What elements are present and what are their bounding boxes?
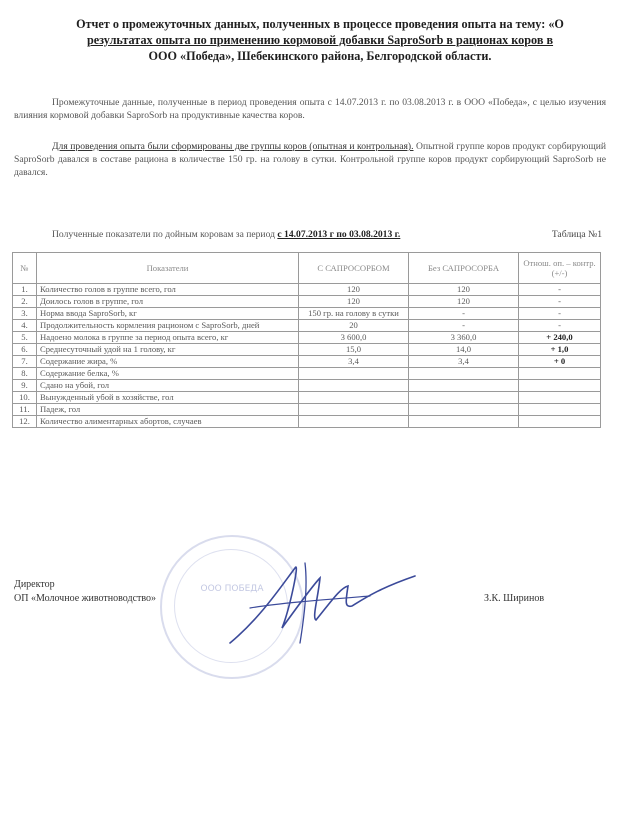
title-line-1: Отчет о промежуточных данных, полученных в процессе проведения опыта на тему: «О <box>76 17 564 31</box>
row-without <box>409 392 519 404</box>
row-number: 6. <box>13 344 37 356</box>
row-label: Содержание жира, % <box>37 356 299 368</box>
row-label: Среднесуточный удой на 1 голову, кг <box>37 344 299 356</box>
row-with: 150 гр. на голову в сутки <box>299 308 409 320</box>
row-with <box>299 392 409 404</box>
row-number: 1. <box>13 284 37 296</box>
row-with: 3,4 <box>299 356 409 368</box>
row-number: 4. <box>13 320 37 332</box>
row-number: 2. <box>13 296 37 308</box>
row-with <box>299 368 409 380</box>
intro-paragraph: Промежуточные данные, полученные в период проведения опыта с 14.07.2013 г. по 03.08.2013 г. в ООО «Победа», с целью изучения влияния кормовой добавки SaproSorb на продуктивные качества коров. <box>14 97 606 121</box>
table-caption <box>52 229 608 240</box>
header-indicator: Показатели <box>37 253 299 284</box>
table-row <box>13 392 601 404</box>
row-diff: - <box>519 284 601 296</box>
row-with: 120 <box>299 284 409 296</box>
row-label: Падеж, гол <box>37 404 299 416</box>
row-diff: + 1,0 <box>519 344 601 356</box>
row-label: Количество алиментарных абортов, случаев <box>37 416 299 428</box>
table-row <box>13 368 601 380</box>
row-without: 120 <box>409 284 519 296</box>
row-with <box>299 404 409 416</box>
row-without <box>409 368 519 380</box>
row-diff: - <box>519 320 601 332</box>
row-label: Доилось голов в группе, гол <box>37 296 299 308</box>
groups-paragraph-lead: Для проведения опыта были сформированы две группы коров (опытная и контрольная). <box>52 141 414 152</box>
row-label: Норма ввода SaproSorb, кг <box>37 308 299 320</box>
row-diff: + 0 <box>519 356 601 368</box>
row-number: 7. <box>13 356 37 368</box>
title-line-3: ООО «Победа», Шебекинского района, Белгородской области. <box>148 49 492 63</box>
signature <box>220 548 420 658</box>
table-row <box>13 296 601 308</box>
row-without: - <box>409 320 519 332</box>
signatory-organization: ОП «Молочное животноводство» <box>14 593 157 604</box>
row-without <box>409 380 519 392</box>
header-number: № <box>13 253 37 284</box>
table-row <box>13 404 601 416</box>
row-label: Надоено молока в группе за период опыта всего, кг <box>37 332 299 344</box>
row-with: 120 <box>299 296 409 308</box>
row-without: 3,4 <box>409 356 519 368</box>
row-without: 3 360,0 <box>409 332 519 344</box>
row-number: 3. <box>13 308 37 320</box>
row-with: 15,0 <box>299 344 409 356</box>
groups-paragraph-rest: Опытной группе коров продукт сорбирующий SaproSorb давался в составе рациона в количестве 150 гр. на голову в сутки. Контрольной группе коров продукт сорбирующий SaproSorb не давался. <box>14 141 606 178</box>
title-line-2: результатах опыта по применению кормовой добавки SaproSorb в рационах коров в <box>86 33 554 47</box>
table-row <box>13 320 601 332</box>
groups-paragraph <box>14 140 606 179</box>
row-number: 5. <box>13 332 37 344</box>
row-number: 12. <box>13 416 37 428</box>
caption-period: с 14.07.2013 г по 03.08.2013 г. <box>277 229 401 240</box>
row-diff: - <box>519 308 601 320</box>
row-diff: + 240,0 <box>519 332 601 344</box>
row-with: 20 <box>299 320 409 332</box>
row-without: 14,0 <box>409 344 519 356</box>
table-row <box>13 416 601 428</box>
table-row <box>13 344 601 356</box>
row-diff <box>519 368 601 380</box>
table-row <box>13 380 601 392</box>
row-number: 8. <box>13 368 37 380</box>
row-with <box>299 416 409 428</box>
row-with: 3 600,0 <box>299 332 409 344</box>
row-label: Содержание белка, % <box>37 368 299 380</box>
header-difference: Отнош. оп. – контр. (+/-) <box>519 253 601 284</box>
row-diff <box>519 404 601 416</box>
signatory-name: З.К. Ширинов <box>484 593 545 604</box>
results-table <box>12 252 601 428</box>
row-diff <box>519 392 601 404</box>
table-row <box>13 332 601 344</box>
row-label: Вынужденный убой в хозяйстве, гол <box>37 392 299 404</box>
row-without: 120 <box>409 296 519 308</box>
header-with-saprosorb: С САПРОСОРБОМ <box>299 253 409 284</box>
signature-stroke <box>230 567 415 643</box>
row-with <box>299 380 409 392</box>
signatory-block <box>14 578 156 606</box>
row-without <box>409 416 519 428</box>
table-row <box>13 308 601 320</box>
row-diff: - <box>519 296 601 308</box>
row-without: - <box>409 308 519 320</box>
row-label: Количество голов в группе всего, гол <box>37 284 299 296</box>
row-diff <box>519 380 601 392</box>
header-without-saprosorb: Без САПРОСОРБА <box>409 253 519 284</box>
stamp-text: ООО ПОБЕДА <box>200 584 264 594</box>
row-number: 11. <box>13 404 37 416</box>
row-number: 10. <box>13 392 37 404</box>
row-number: 9. <box>13 380 37 392</box>
table-row <box>13 356 601 368</box>
document-title <box>30 16 610 64</box>
signatory-position: Директор <box>14 579 55 590</box>
row-label: Продолжительность кормления рационом с SaproSorb, дней <box>37 320 299 332</box>
row-diff <box>519 416 601 428</box>
row-without <box>409 404 519 416</box>
table-row <box>13 284 601 296</box>
row-label: Сдано на убой, гол <box>37 380 299 392</box>
table-number: Таблица №1 <box>551 229 602 240</box>
caption-text: Полученные показатели по дойным коровам за период <box>52 229 278 240</box>
